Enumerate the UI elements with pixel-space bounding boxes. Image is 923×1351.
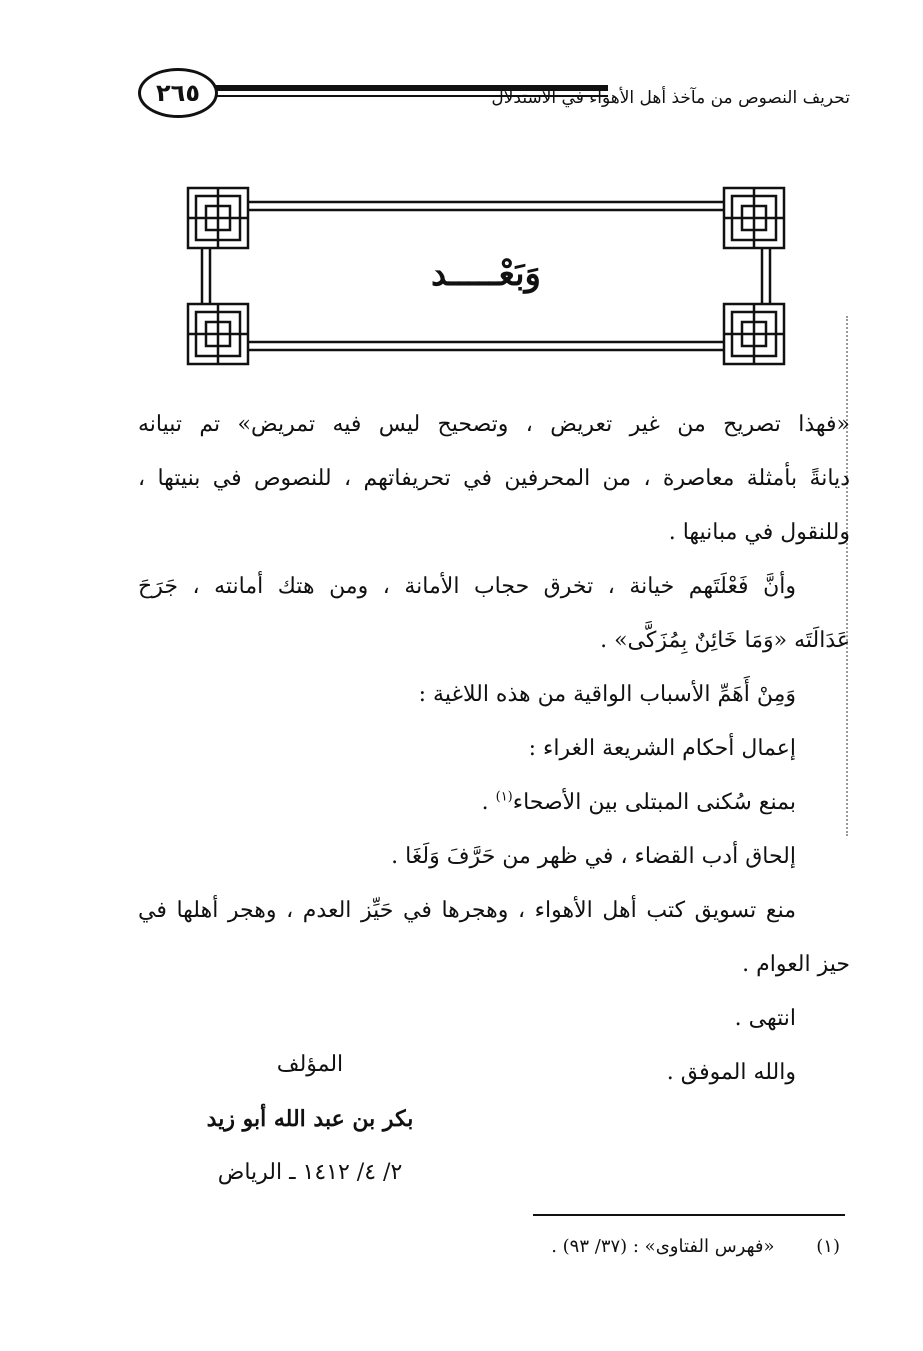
paragraph-line: «فهذا تصريح من غير تعريض ، وتصحيح ليس فيه تمريض» تم تبيانه bbox=[138, 412, 850, 437]
author-label: المؤلف bbox=[276, 1052, 344, 1077]
author-name: بكر بن عبد الله أبو زيد bbox=[206, 1106, 414, 1132]
running-header bbox=[130, 68, 850, 128]
paragraph-line: وأنَّ فَعْلَتَهم خيانة ، تخرق حجاب الأمانة ، ومن هتك أمانته ، جَرَحَ bbox=[138, 574, 796, 599]
paragraph-line: وللنقول في مبانيها . bbox=[668, 520, 850, 545]
footnote-text: «فهرس الفتاوى» : (٣٧/ ٩٣) . bbox=[551, 1236, 775, 1257]
paragraph-line: ديانةً بأمثلة معاصرة ، من المحرفين في تحريفاتهم ، للنصوص في بنيتها ، bbox=[138, 466, 850, 491]
paragraph-line: حيز العوام . bbox=[742, 952, 850, 977]
paragraph-line: عَدَالَتَه «وَمَا خَائِنٌ بِمُزَكَّى» . bbox=[600, 628, 850, 653]
page-number: ٢٦٥ bbox=[138, 68, 218, 118]
paragraph-line: إعمال أحكام الشريعة الغراء : bbox=[528, 736, 796, 761]
paragraph-text: بمنع سُكنى المبتلى بين الأصحاء bbox=[512, 790, 796, 815]
body-text bbox=[138, 398, 850, 1100]
date-place: ٢/ ٤/ ١٤١٢ ـ الرياض bbox=[217, 1160, 403, 1185]
footnote-rule bbox=[533, 1214, 845, 1216]
author-signature bbox=[180, 1038, 440, 1200]
running-title: تحريف النصوص من مآخذ أهل الأهواء في الاستدلال bbox=[491, 88, 850, 108]
section-heading: وَبَعْـــــد bbox=[431, 254, 541, 294]
paragraph-text: . bbox=[481, 790, 496, 815]
footnote bbox=[520, 1236, 840, 1257]
paragraph-line: وَمِنْ أَهَمِّ الأسباب الواقية من هذه اللاغية : bbox=[418, 682, 796, 707]
paragraph-line: انتهى . bbox=[734, 1006, 796, 1031]
paragraph-line: إلحاق أدب القضاء ، في ظهر من حَرَّفَ وَلَغَا . bbox=[391, 844, 796, 869]
footnote-number: (١) bbox=[816, 1236, 840, 1257]
paragraph-line: منع تسويق كتب أهل الأهواء ، وهجرها في حَيِّز العدم ، وهجر أهلها في bbox=[138, 898, 796, 923]
paragraph-line bbox=[138, 776, 850, 830]
footnote-reference[interactable]: (١) bbox=[495, 789, 513, 805]
ornamental-frame bbox=[186, 186, 786, 366]
paragraph-line: والله الموفق . bbox=[666, 1060, 796, 1085]
